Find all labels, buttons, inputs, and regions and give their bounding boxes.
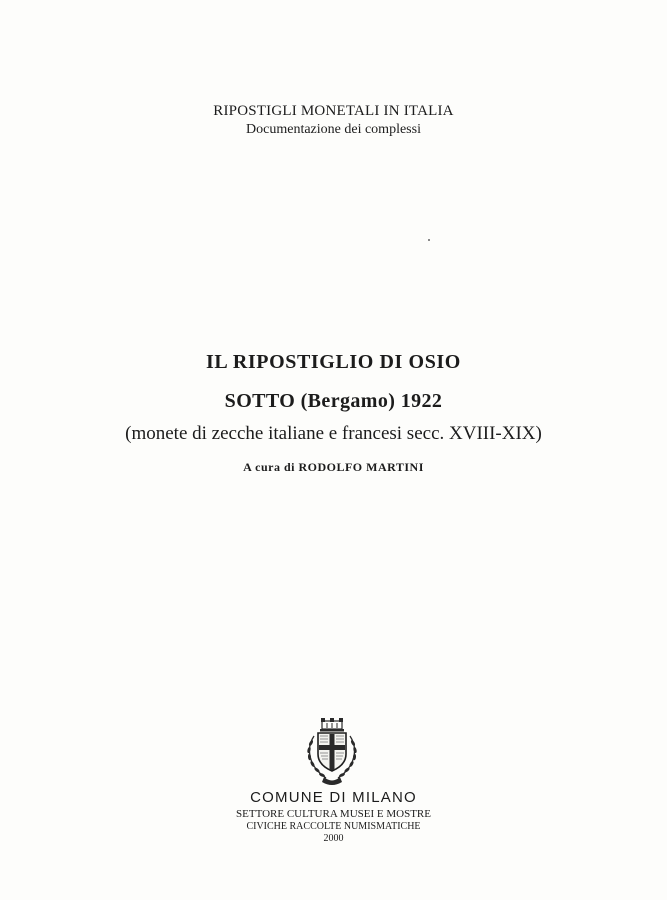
publisher-department: SETTORE CULTURA MUSEI E MOSTRE (236, 808, 431, 820)
book-subtitle: (monete di zecche italiane e francesi secc. XVIII-XIX) (125, 423, 542, 444)
publisher-block (0, 789, 667, 845)
series-title: RIPOSTIGLI MONETALI IN ITALIA (213, 103, 454, 119)
milan-coat-of-arms-icon (300, 718, 364, 786)
book-title-line-1: IL RIPOSTIGLIO DI OSIO (206, 351, 461, 373)
publisher-collection: CIVICHE RACCOLTE NUMISMATICHE (246, 821, 421, 832)
paper-speck (428, 239, 430, 241)
series-header (0, 102, 667, 139)
editor-credit: A cura di RODOLFO MARTINI (243, 460, 424, 474)
series-subtitle: Documentazione dei complessi (246, 122, 421, 137)
publisher-name: COMUNE DI MILANO (250, 789, 417, 806)
book-title-block (0, 350, 667, 474)
book-title-line-2: SOTTO (Bergamo) 1922 (224, 390, 443, 412)
publication-year: 2000 (323, 833, 344, 844)
